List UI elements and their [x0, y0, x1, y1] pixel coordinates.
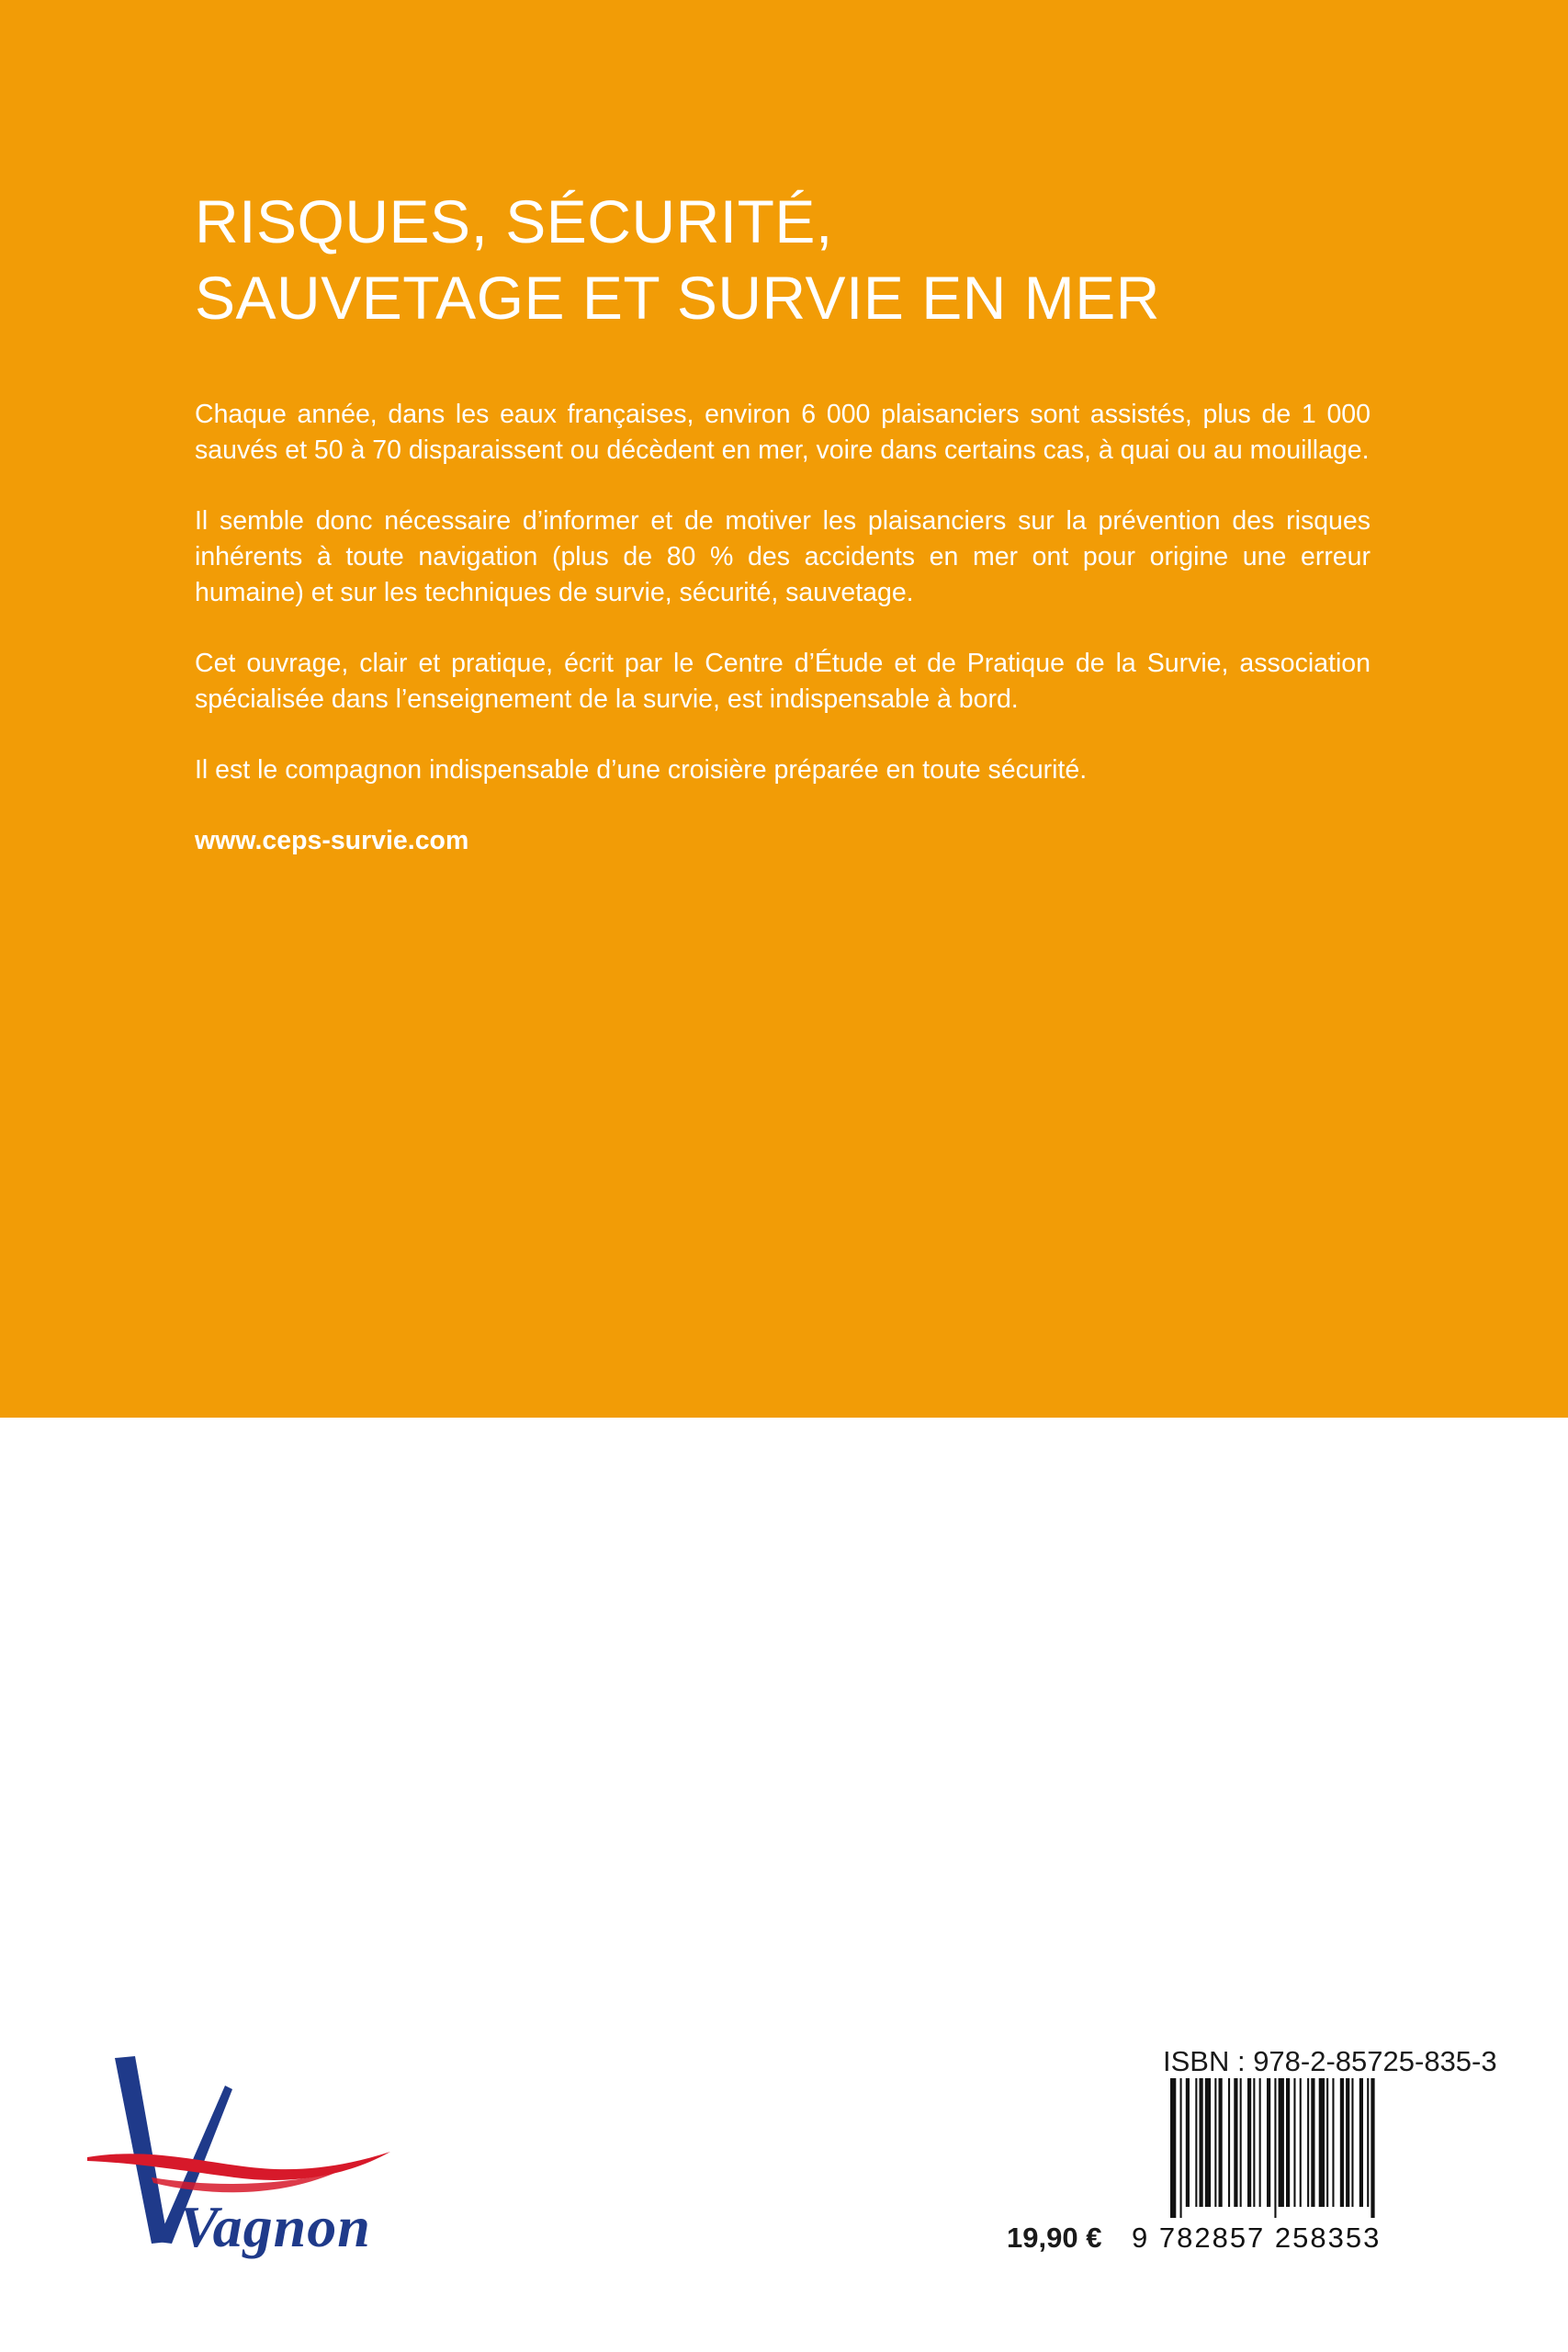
publisher-wordmark: Vagnon — [179, 2194, 371, 2259]
barcode-bar — [1195, 2078, 1197, 2207]
barcode-bar — [1200, 2078, 1203, 2207]
barcode-bar — [1228, 2078, 1230, 2207]
barcode-bar — [1300, 2078, 1302, 2207]
barcode-bar — [1214, 2078, 1216, 2207]
barcode-bar — [1186, 2078, 1190, 2207]
barcode-bar — [1371, 2078, 1374, 2218]
barcode-bar — [1351, 2078, 1353, 2207]
blurb-paragraph-2: Il semble donc nécessaire d’informer et de motiver les plaisanciers sur la prévention des risques inhérents à toute navigation (plus de 80 % des accidents en mer ont pour origine une erreur humaine) et sur les techniques de survie, sécurité, sauvetage. — [195, 506, 1371, 607]
barcode-bar — [1180, 2078, 1182, 2218]
barcode-bar — [1259, 2078, 1261, 2207]
barcode-bar — [1170, 2078, 1176, 2218]
barcode-bar — [1286, 2078, 1290, 2207]
barcode-bar — [1219, 2078, 1223, 2207]
barcode-bar — [1247, 2078, 1251, 2207]
barcode-bar — [1319, 2078, 1325, 2207]
barcode-bar — [1307, 2078, 1309, 2207]
blurb-paragraph-4: Il est le compagnon indispensable d’une croisière préparée en toute sécurité. — [195, 755, 1088, 785]
barcode-bar — [1279, 2078, 1284, 2207]
barcode-bar — [1332, 2078, 1334, 2207]
barcode-bar — [1359, 2078, 1363, 2207]
barcode-bar — [1240, 2078, 1242, 2207]
book-title — [195, 184, 1160, 336]
logo-red-wave — [87, 2152, 390, 2180]
blurb — [195, 397, 1371, 859]
book-title-line-1: RISQUES, SÉCURITÉ, — [195, 187, 833, 255]
book-title-line-2: SAUVETAGE ET SURVIE EN MER — [195, 264, 1160, 332]
website-link[interactable]: www.ceps-survie.com — [195, 826, 469, 855]
barcode-bar — [1340, 2078, 1344, 2207]
barcode-bar — [1311, 2078, 1314, 2207]
barcode-bar — [1205, 2078, 1211, 2207]
barcode — [1170, 2078, 1466, 2218]
barcode-bar — [1267, 2078, 1270, 2207]
barcode-bar — [1274, 2078, 1276, 2218]
barcode-bar — [1234, 2078, 1237, 2207]
isbn-label: ISBN : 978-2-85725-835-3 — [1163, 2045, 1497, 2077]
barcode-bar — [1293, 2078, 1295, 2207]
barcode-bar — [1367, 2078, 1369, 2207]
blurb-paragraph-1: Chaque année, dans les eaux françaises, environ 6 000 plaisanciers sont assistés, plus de 1 000 sauvés et 50 à 70 disparaissent ou décèdent en mer, voire dans certains cas, à quai ou au mouillage. — [195, 400, 1371, 465]
barcode-bar — [1253, 2078, 1255, 2207]
blurb-paragraph-3: Cet ouvrage, clair et pratique, écrit par le Centre d’Étude et de Pratique de la Survie, association spécialisée dans l’enseignement de la survie, est indispensable à bord. — [195, 649, 1371, 714]
logo-v-left-stroke — [115, 2056, 168, 2244]
barcode-bar — [1326, 2078, 1328, 2207]
price: 19,90 € — [1007, 2222, 1102, 2254]
barcode-digits: 9 782857 258353 — [1132, 2222, 1382, 2254]
barcode-bar — [1346, 2078, 1349, 2207]
